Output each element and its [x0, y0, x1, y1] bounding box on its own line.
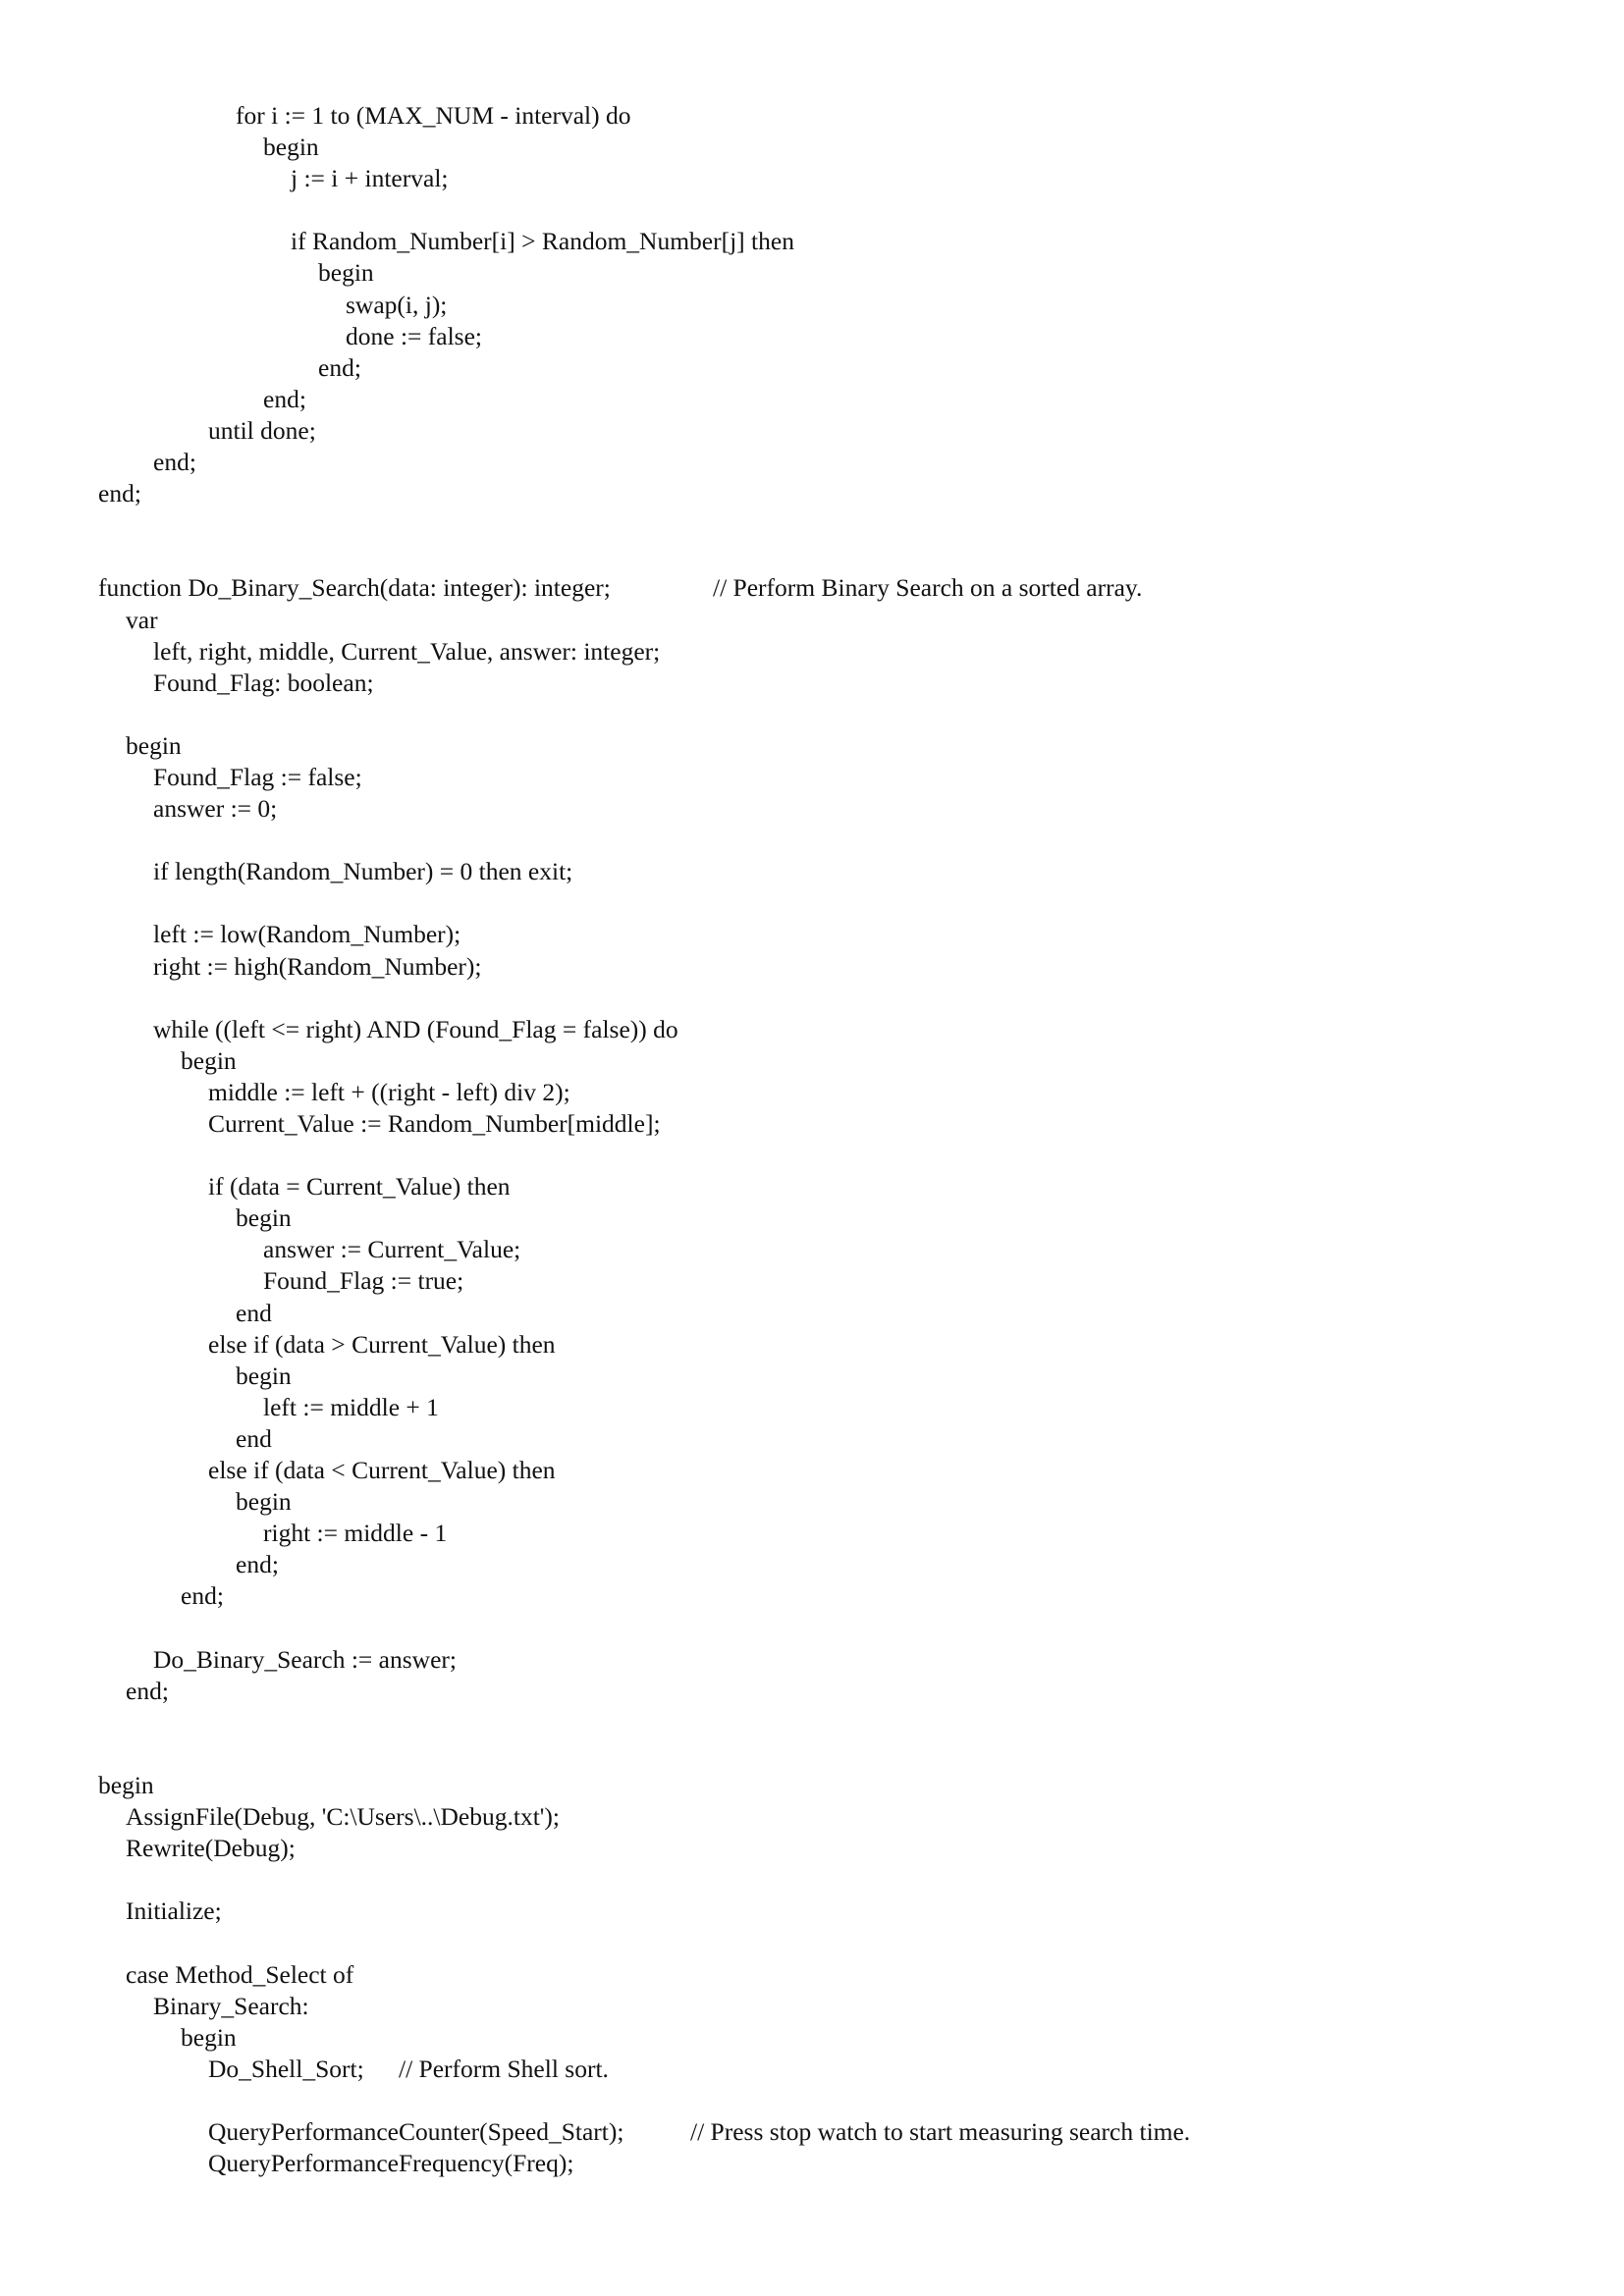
code-text: answer := Current_Value; — [263, 1235, 521, 1264]
code-text: answer := 0; — [153, 794, 278, 824]
code-line — [98, 257, 794, 289]
code-line — [98, 1171, 794, 1202]
code-text: if Random_Number[i] > Random_Number[j] then — [291, 227, 794, 256]
code-text: end — [236, 1298, 272, 1327]
code-line — [98, 1580, 794, 1612]
blank-line — [98, 509, 794, 541]
code-line — [98, 1045, 794, 1077]
code-text: left := low(Random_Number); — [153, 920, 461, 949]
code-text: Current_Value := Random_Number[middle]; — [208, 1109, 661, 1138]
code-line — [98, 730, 794, 762]
blank-line — [98, 541, 794, 572]
code-text: begin — [318, 258, 374, 288]
code-text: end; — [181, 1581, 224, 1611]
code-line — [98, 762, 794, 793]
blank-line — [98, 1707, 794, 1738]
code-text: QueryPerformanceCounter(Speed_Start); — [208, 2117, 624, 2146]
code-line — [98, 1108, 794, 1140]
code-text: begin — [236, 1487, 292, 1517]
blank-line — [98, 1927, 794, 1958]
code-text: Found_Flag := true; — [263, 1266, 464, 1296]
code-line — [98, 2116, 1191, 2148]
code-text: begin — [181, 1045, 237, 1075]
code-text: end; — [153, 448, 196, 477]
code-text: Found_Flag: boolean; — [153, 667, 374, 697]
code-line — [98, 1423, 794, 1455]
code-text: j := i + interval; — [291, 164, 449, 193]
code-text: end; — [263, 384, 306, 413]
code-line — [98, 1361, 794, 1392]
code-line — [98, 919, 794, 950]
code-line — [98, 1991, 794, 2022]
code-text: AssignFile(Debug, 'C:\Users\..\Debug.txt'); — [126, 1802, 560, 1832]
code-line — [98, 1644, 794, 1676]
code-comment: // Perform Shell sort. — [399, 2054, 609, 2083]
code-text: until done; — [208, 415, 316, 445]
code-text: case Method_Select of — [126, 1959, 354, 1989]
code-line — [98, 1202, 794, 1234]
blank-line — [98, 887, 794, 919]
code-text: left := middle + 1 — [263, 1392, 439, 1421]
blank-line — [98, 1140, 794, 1171]
code-line — [98, 1392, 794, 1423]
code-line — [98, 290, 794, 321]
code-line — [98, 1329, 794, 1361]
code-line — [98, 2054, 794, 2085]
code-text: Initialize; — [126, 1896, 222, 1926]
code-line — [98, 1455, 794, 1486]
code-comment: // Perform Binary Search on a sorted array. — [713, 573, 1143, 603]
code-line — [98, 321, 794, 352]
code-text: QueryPerformanceFrequency(Freq); — [208, 2149, 574, 2178]
code-text: begin — [181, 2022, 237, 2052]
code-line — [98, 605, 794, 636]
code-text: begin — [236, 1361, 292, 1390]
code-text: end — [236, 1423, 272, 1453]
code-text: begin — [236, 1203, 292, 1233]
code-line — [98, 1265, 794, 1297]
code-text: for i := 1 to (MAX_NUM - interval) do — [236, 101, 631, 130]
code-line — [98, 1833, 794, 1864]
code-line — [98, 1801, 794, 1833]
code-line — [98, 447, 794, 478]
code-text: right := high(Random_Number); — [153, 951, 482, 981]
code-comment: // Press stop watch to start measuring search time. — [690, 2117, 1191, 2146]
code-line — [98, 163, 794, 194]
code-text: middle := left + ((right - left) div 2); — [208, 1077, 570, 1106]
code-text: Found_Flag := false; — [153, 762, 362, 791]
code-line — [98, 352, 794, 384]
code-text: Do_Shell_Sort; — [208, 2054, 364, 2083]
blank-line — [98, 194, 794, 226]
code-line — [98, 1518, 794, 1549]
blank-line — [98, 983, 794, 1014]
blank-line — [98, 1613, 794, 1644]
code-text: Rewrite(Debug); — [126, 1834, 296, 1863]
code-line — [98, 636, 794, 667]
code-text: swap(i, j); — [346, 290, 448, 319]
code-line — [98, 1770, 794, 1801]
code-text: Do_Binary_Search := answer; — [153, 1644, 457, 1674]
code-line — [98, 100, 794, 132]
code-text: begin — [98, 1770, 154, 1799]
code-line — [98, 1549, 794, 1580]
code-line — [98, 478, 794, 509]
code-text: end; — [318, 352, 361, 382]
code-line — [98, 132, 794, 163]
code-text: end; — [236, 1550, 279, 1579]
code-text: done := false; — [346, 321, 483, 350]
code-text: var — [126, 605, 158, 634]
code-text: else if (data > Current_Value) then — [208, 1329, 556, 1359]
code-text: while ((left <= right) AND (Found_Flag = false)) do — [153, 1014, 678, 1043]
code-line — [98, 1014, 794, 1045]
blank-line — [98, 1864, 794, 1896]
code-line — [98, 1959, 794, 1991]
blank-line — [98, 699, 794, 730]
code-text: if (data = Current_Value) then — [208, 1172, 511, 1201]
code-text: begin — [263, 133, 319, 162]
code-line — [98, 951, 794, 983]
code-line — [98, 1234, 794, 1265]
code-text: function Do_Binary_Search(data: integer): integer; — [98, 573, 611, 603]
blank-line — [98, 825, 794, 856]
blank-line — [98, 2085, 794, 2116]
code-text: end; — [126, 1676, 169, 1705]
code-line — [98, 1077, 794, 1108]
code-line — [98, 1486, 794, 1518]
code-line — [98, 667, 794, 699]
code-line — [98, 1298, 794, 1329]
code-text: end; — [98, 479, 141, 508]
code-text: right := middle - 1 — [263, 1519, 448, 1548]
code-line — [98, 384, 794, 415]
code-line — [98, 1896, 794, 1927]
code-line — [98, 572, 1143, 604]
code-text: Binary_Search: — [153, 1991, 309, 2020]
code-line — [98, 856, 794, 887]
code-line — [98, 793, 794, 825]
code-line — [98, 415, 794, 447]
code-text: left, right, middle, Current_Value, answer: integer; — [153, 636, 661, 666]
code-text: else if (data < Current_Value) then — [208, 1456, 556, 1485]
code-line — [98, 1676, 794, 1707]
code-line — [98, 2022, 794, 2054]
code-line — [98, 226, 794, 257]
blank-line — [98, 1738, 794, 1770]
code-text: begin — [126, 730, 182, 760]
code-text: if length(Random_Number) = 0 then exit; — [153, 857, 573, 886]
code-listing — [98, 100, 1191, 2179]
code-line — [98, 2148, 794, 2179]
